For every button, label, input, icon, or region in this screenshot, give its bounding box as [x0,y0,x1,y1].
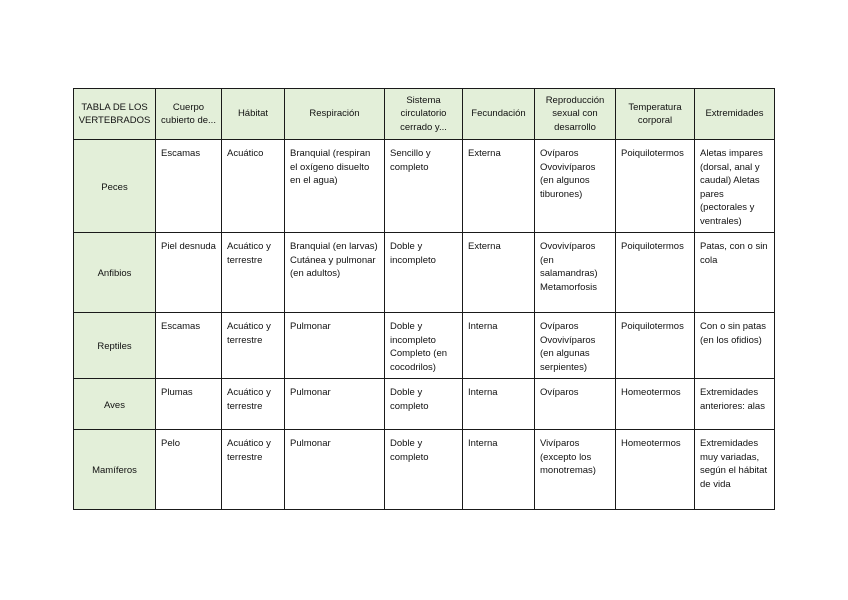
table-cell: Sencillo y completo [385,140,463,233]
table-cell: Pulmonar [285,430,385,510]
table-cell: Poiquilotermos [616,140,695,233]
table-cell: Doble y incompleto [385,233,463,313]
table-row-aves [74,379,775,430]
table-cell: Ovovivíparos (en salamandras) Metamorfosis [535,233,616,313]
table-cell: Homeotermos [616,430,695,510]
table-cell: Aletas impares (dorsal, anal y caudal) Aletas pares (pectorales y ventrales) [695,140,775,233]
table-cell: Acuático y terrestre [222,379,285,430]
table-cell: Acuático y terrestre [222,430,285,510]
table-cell: Poiquilotermos [616,313,695,379]
table-row-mamiferos [74,430,775,510]
table-cell: Escamas [156,140,222,233]
table-cell: Acuático y terrestre [222,233,285,313]
table-cell: Pulmonar [285,313,385,379]
column-header-reproduction: Reproducción sexual con desarrollo [535,89,616,140]
column-header-fertilization: Fecundación [463,89,535,140]
table-row-peces [74,140,775,233]
table-cell: Interna [463,313,535,379]
table-cell: Homeotermos [616,379,695,430]
table-cell: Externa [463,140,535,233]
table-cell: Plumas [156,379,222,430]
row-header-mamiferos: Mamíferos [74,430,156,510]
table-cell: Pelo [156,430,222,510]
table-cell: Escamas [156,313,222,379]
row-header-reptiles: Reptiles [74,313,156,379]
table-cell: Pulmonar [285,379,385,430]
table-cell: Branquial (en larvas) Cutánea y pulmonar (en adultos) [285,233,385,313]
table-cell: Poiquilotermos [616,233,695,313]
column-header-respiration: Respiración [285,89,385,140]
table-cell: Doble y completo [385,430,463,510]
table-cell: Vivíparos (excepto los monotremas) [535,430,616,510]
table-cell: Con o sin patas (en los ofidios) [695,313,775,379]
table-cell: Doble y completo [385,379,463,430]
column-header-limbs: Extremidades [695,89,775,140]
table-row-reptiles [74,313,775,379]
table-cell: Patas, con o sin cola [695,233,775,313]
row-header-aves: Aves [74,379,156,430]
table-cell: Ovíparos [535,379,616,430]
table-row-anfibios [74,233,775,313]
table-cell: Externa [463,233,535,313]
vertebrates-table [73,88,775,510]
table-cell: Acuático y terrestre [222,313,285,379]
table-cell: Extremidades anteriores: alas [695,379,775,430]
table-cell: Piel desnuda [156,233,222,313]
table-cell: Interna [463,430,535,510]
header-row [74,89,775,140]
column-header-habitat: Hábitat [222,89,285,140]
table-cell: Ovíparos Ovovivíparos (en algunos tiburones) [535,140,616,233]
column-header-body-covering: Cuerpo cubierto de... [156,89,222,140]
table-title-header: TABLA DE LOS VERTEBRADOS [74,89,156,140]
table-cell: Ovíparos Ovovivíparos (en algunas serpientes) [535,313,616,379]
table-cell: Doble y incompleto Completo (en cocodrilos) [385,313,463,379]
table-cell: Acuático [222,140,285,233]
table-cell: Extremidades muy variadas, según el hábitat de vida [695,430,775,510]
column-header-body-temperature: Temperatura corporal [616,89,695,140]
row-header-peces: Peces [74,140,156,233]
row-header-anfibios: Anfibios [74,233,156,313]
table-cell: Branquial (respiran el oxígeno disuelto en el agua) [285,140,385,233]
column-header-circulatory-system: Sistema circulatorio cerrado y... [385,89,463,140]
table-cell: Interna [463,379,535,430]
